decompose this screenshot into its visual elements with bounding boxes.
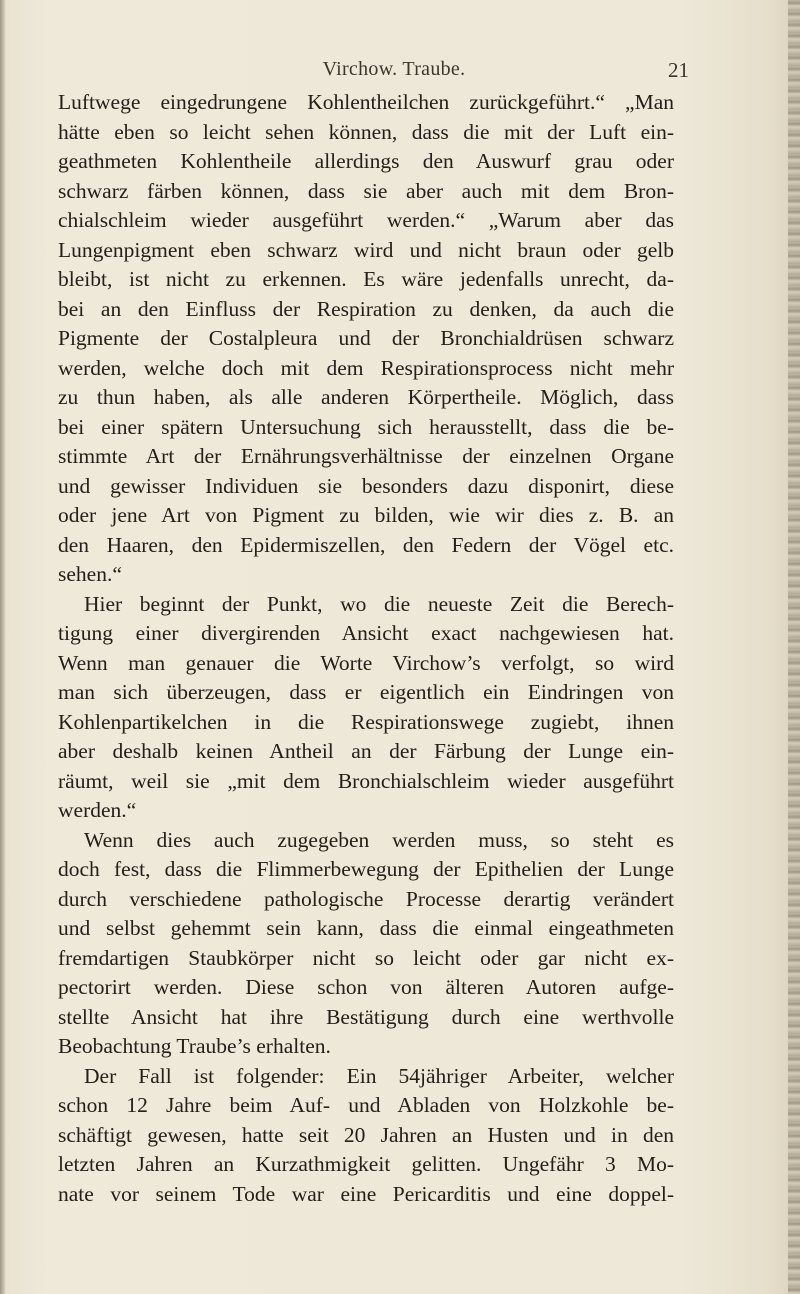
text-line: geathmeten Kohlentheile allerdings den Auswurf grau oder xyxy=(58,149,674,173)
text-line: und gewisser Individuen sie besonders dazu disponirt, diese xyxy=(58,473,674,498)
page-right-edge xyxy=(788,0,800,1294)
body-text xyxy=(58,88,674,1209)
paragraph-end-line: sehen.“ xyxy=(58,562,122,586)
text-line: chialschleim wieder ausgeführt werden.“ „Warum aber das xyxy=(58,208,674,232)
text-line: Wenn man genauer die Worte Virchow’s verfolgt, so wird xyxy=(58,650,674,675)
text-line: räumt, weil sie „mit dem Bronchialschleim wieder ausgeführt xyxy=(58,768,674,793)
paragraph-start-line: Der Fall ist folgender: Ein 54jähriger Arbeiter, welcher xyxy=(84,1063,674,1088)
text-line: nate vor seinem Tode war eine Pericarditis und eine doppel- xyxy=(58,1181,674,1206)
text-line: und selbst gehemmt sein kann, dass die einmal eingeathmeten xyxy=(58,916,674,940)
text-line: man sich überzeugen, dass er eigentlich ein Eindringen von xyxy=(58,680,674,704)
text-line: Luftwege eingedrungene Kohlentheilchen zurückgeführt.“ „Man xyxy=(58,90,674,114)
text-line: bleibt, ist nicht zu erkennen. Es wäre jedenfalls unrecht, da- xyxy=(58,267,674,291)
running-head: Virchow. Traube. xyxy=(322,58,466,80)
text-line: Pigmente der Costalpleura und der Bronchialdrüsen schwarz xyxy=(58,326,674,350)
text-line: schwarz färben können, dass sie aber auch mit dem Bron- xyxy=(58,178,674,203)
text-line: bei einer spätern Untersuchung sich herausstellt, dass die be- xyxy=(58,414,674,439)
text-line: schäftigt gewesen, hatte seit 20 Jahren an Husten und in den xyxy=(58,1122,674,1147)
text-line: oder jene Art von Pigment zu bilden, wie wir dies z. B. an xyxy=(58,503,674,527)
paragraph-end-line: werden.“ xyxy=(58,798,137,822)
text-line: pectorirt werden. Diese schon von älteren Autoren aufge- xyxy=(58,975,674,999)
paragraph-start-line: Hier beginnt der Punkt, wo die neueste Zeit die Berech- xyxy=(84,591,674,616)
text-line: tigung einer divergirenden Ansicht exact nachgewiesen hat. xyxy=(58,621,674,645)
text-line: stimmte Art der Ernährungsverhältnisse der einzelnen Organe xyxy=(58,444,674,468)
text-line: schon 12 Jahre beim Auf- und Abladen von Holzkohle be- xyxy=(58,1093,674,1117)
text-line: bei an den Einfluss der Respiration zu denken, da auch die xyxy=(58,296,674,321)
text-line: stellte Ansicht hat ihre Bestätigung durch eine werthvolle xyxy=(58,1004,674,1029)
page-header xyxy=(0,58,800,92)
text-line: werden, welche doch mit dem Respirationsprocess nicht mehr xyxy=(58,355,674,380)
text-line: aber deshalb keinen Antheil an der Färbung der Lunge ein- xyxy=(58,739,674,763)
paragraph-end-line: Beobachtung Traube’s erhalten. xyxy=(58,1034,331,1058)
paragraph-start-line: Wenn dies auch zugegeben werden muss, so steht es xyxy=(84,827,674,852)
text-line: doch fest, dass die Flimmerbewegung der Epithelien der Lunge xyxy=(58,857,674,881)
text-line: Lungenpigment eben schwarz wird und nicht braun oder gelb xyxy=(58,237,674,262)
text-line: zu thun haben, als alle anderen Körpertheile. Möglich, dass xyxy=(58,385,674,409)
text-line: den Haaren, den Epidermiszellen, den Federn der Vögel etc. xyxy=(58,532,674,557)
text-line: hätte eben so leicht sehen können, dass die mit der Luft ein- xyxy=(58,119,674,144)
text-line: durch verschiedene pathologische Processe derartig verändert xyxy=(58,886,674,911)
page-number: 21 xyxy=(668,58,689,82)
page-left-edge xyxy=(0,0,6,1294)
text-line: Kohlenpartikelchen in die Respirationswege zugiebt, ihnen xyxy=(58,709,674,734)
text-line: fremdartigen Staubkörper nicht so leicht oder gar nicht ex- xyxy=(58,945,674,970)
text-line: letzten Jahren an Kurzathmigkeit gelitten. Ungefähr 3 Mo- xyxy=(58,1152,674,1176)
